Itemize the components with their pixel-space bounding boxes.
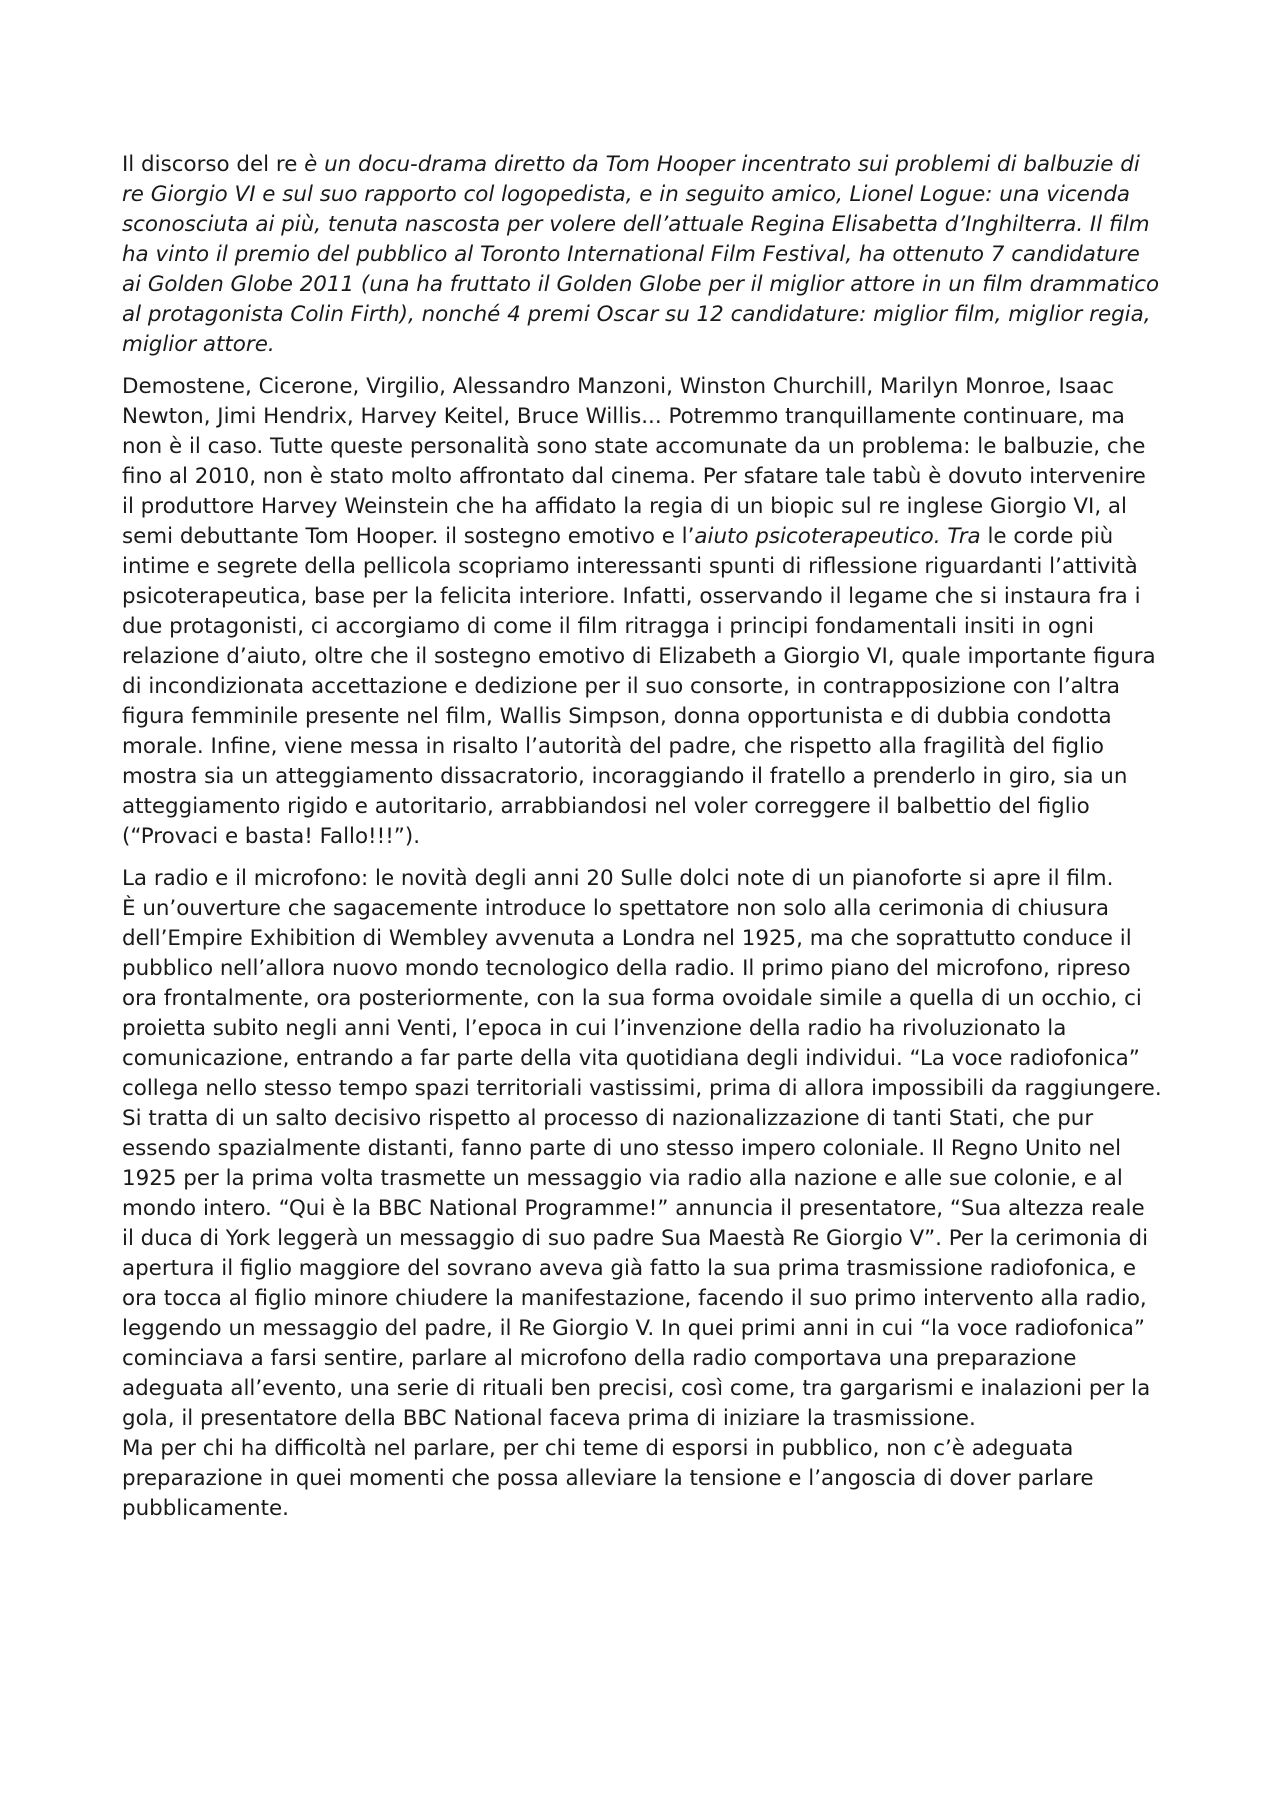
paragraph-ouverture [122, 894, 1162, 1434]
text-run: La radio e il microfono: le novità degli anni 20 Sulle dolci note di un pianoforte si apre il film. [122, 866, 1114, 891]
document-body [122, 150, 1162, 1536]
text-run: le corde più intime e segrete della pellicola scopriamo interessanti spunti di riflessione riguardanti l’attività psicoterapeutica, base per la felicita interiore. Infatti, osservando il legame che si instaura fra i due protagonisti, ci accorgiamo di come il film ritragga i principi fondamentali insiti in ogni relazione d’aiuto, oltre che il sostegno emotivo di Elizabeth a Giorgio VI, quale importante figura di incondizionata accettazione e dedizione per il suo consorte, in contrapposizione con l’altra figura femminile presente nel film, Wallis Simpson, donna opportunista e di dubbia condotta morale. Infine, viene messa in risalto l’autorità del padre, che rispetto alla fragilità del figlio mostra sia un atteggiamento dissacratorio, incoraggiando il fratello a prenderlo in giro, sia un atteggiamento rigido e autoritario, arrabbiandosi nel voler correggere il balbettio del figlio (“Provaci e basta! Fallo!!!”). [122, 524, 1156, 849]
text-run: Il discorso del re [122, 152, 305, 177]
text-run-italic: aiuto psicoterapeutico. Tra [694, 524, 981, 549]
text-run: Demostene, Cicerone, Virgilio, Alessandro Manzoni, Winston Churchill, Marilyn Monroe, Isaac Newton, Jimi Hendrix, Harvey Keitel, Bruce Willis... Potremmo tranquillamente continuare, ma non è il caso. Tutte queste personalità sono state accomunate da un problema: le balbuzie, che fino al 2010, non è stato molto affrontato dal cinema. Per sfatare tale tabù è dovuto intervenire il produttore Harvey Weinstein che ha affidato la regia di un biopic sul re inglese Giorgio VI, al semi debuttante Tom Hooper. il sostegno emotivo e l’ [122, 374, 1146, 549]
paragraph-intro [122, 150, 1162, 360]
paragraph-stutterers [122, 372, 1162, 852]
paragraph-closing [122, 1434, 1162, 1524]
paragraph-radio-heading [122, 864, 1162, 894]
text-run-italic: è un docu-drama diretto da Tom Hooper incentrato sui problemi di balbuzie di re Giorgio VI e sul suo rapporto col logopedista, e in seguito amico, Lionel Logue: una vicenda sconosciuta ai più, tenuta nascosta per volere dell’attuale Regina Elisabetta d’Inghilterra. Il film ha vinto il premio del pubblico al Toronto International Film Festival, ha ottenuto 7 candidature ai Golden Globe 2011 (una ha fruttato il Golden Globe per il miglior attore in un film drammatico al protagonista Colin Firth), nonché 4 premi Oscar su 12 candidature: miglior film, miglior regia, miglior attore. [122, 152, 1160, 357]
text-run: È un’ouverture che sagacemente introduce lo spettatore non solo alla cerimonia di chiusura dell’Empire Exhibition di Wembley avvenuta a Londra nel 1925, ma che soprattutto conduce il pubblico nell’allora nuovo mondo tecnologico della radio. Il primo piano del microfono, ripreso ora frontalmente, ora posteriormente, con la sua forma ovoidale simile a quella di un occhio, ci proietta subito negli anni Venti, l’epoca in cui l’invenzione della radio ha rivoluzionato la comunicazione, entrando a far parte della vita quotidiana degli individui. “La voce radiofonica” collega nello stesso tempo spazi territoriali vastissimi, prima di allora impossibili da raggiungere. Si tratta di un salto decisivo rispetto al processo di nazionalizzazione di tanti Stati, che pur essendo spazialmente distanti, fanno parte di uno stesso impero coloniale. Il Regno Unito nel 1925 per la prima volta trasmette un messaggio via radio alla nazione e alle sue colonie, e al mondo intero. “Qui è la BBC National Programme!” annuncia il presentatore, “Sua altezza reale il duca di York leggerà un messaggio di suo padre Sua Maestà Re Giorgio V”. Per la cerimonia di apertura il figlio maggiore del sovrano aveva già fatto la sua prima trasmissione radiofonica, e ora tocca al figlio minore chiudere la manifestazione, facendo il suo primo intervento alla radio, leggendo un messaggio del padre, il Re Giorgio V. In quei primi anni in cui “la voce radiofonica” cominciava a farsi sentire, parlare al microfono della radio comportava una preparazione adeguata all’evento, una serie di rituali ben precisi, così come, tra gargarismi e inalazioni per la gola, il presentatore della BBC National faceva prima di iniziare la trasmissione. [122, 896, 1162, 1431]
text-run: Ma per chi ha difficoltà nel parlare, per chi teme di esporsi in pubblico, non c’è adeguata preparazione in quei momenti che possa alleviare la tensione e l’angoscia di dover parlare pubblicamente. [122, 1436, 1094, 1521]
